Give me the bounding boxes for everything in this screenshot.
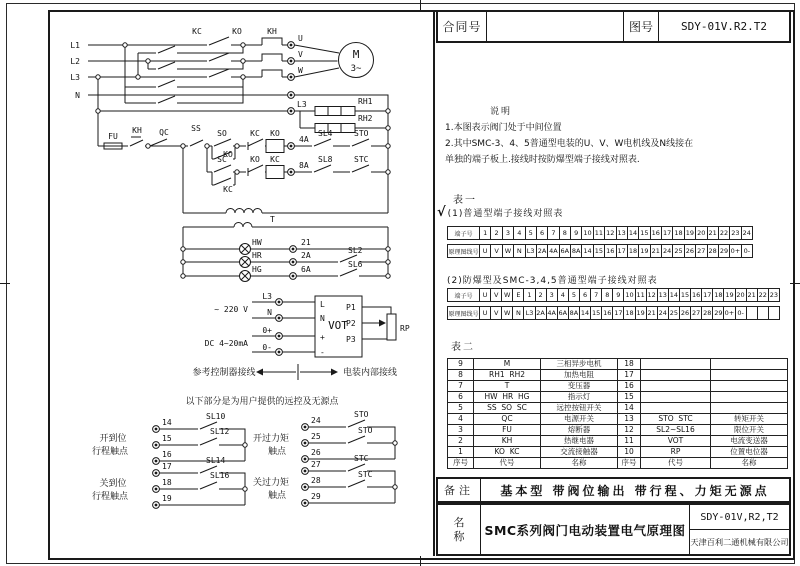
component-cell: 序号 (448, 458, 474, 469)
component-cell: 远控按钮开关 (541, 403, 618, 414)
label-8a: 8A (299, 161, 309, 170)
terminal-cell: 17 (702, 289, 713, 302)
terminal-cell: 24 (741, 227, 752, 240)
label-t18: 18 (162, 478, 172, 487)
terminal-cell: 1 (524, 289, 535, 302)
terminal-cell: 18 (673, 227, 684, 240)
label-kh: KH (267, 27, 277, 36)
component-cell: 1 (448, 447, 474, 458)
row-label: 端子号 (448, 289, 480, 302)
terminal-cell: L3 (524, 307, 535, 320)
note-line-3: 单独的端子板上.接线时按防爆型端子接线对照表. (445, 155, 640, 165)
label-close-position: 关到位 (99, 479, 127, 489)
terminal-cell: 27 (696, 245, 707, 258)
terminal-cell: 20 (696, 227, 707, 240)
terminal-cell: 13 (657, 289, 668, 302)
label-contact-open-torque: 触点 (267, 447, 287, 457)
component-cell: 转矩开关 (711, 414, 788, 425)
terminal-cell: V (491, 307, 502, 320)
terminal-cell: 21 (646, 307, 657, 320)
terminal-cell: 5 (525, 227, 536, 240)
terminal-cell: 0- (735, 307, 746, 320)
remark-label: 备注 (438, 479, 481, 501)
terminal-cell: 19 (724, 289, 735, 302)
table1-title: 表一 (453, 195, 477, 206)
label-sto-open: STO (354, 129, 369, 138)
component-cell: 电流变送器 (711, 436, 788, 447)
label-pin-l: L (320, 300, 325, 309)
label-kc: KC (192, 27, 202, 36)
drawing-number-bottom: SDY-01V,R2,T2 (690, 505, 789, 530)
drawing-title: SMC系列阀门电动装置电气原理图 (481, 505, 690, 554)
label-t27: 27 (311, 460, 321, 469)
terminal-cell: 7 (591, 289, 602, 302)
label-close-torque: 关过力矩 (252, 478, 290, 488)
label-21: 21 (301, 238, 311, 247)
label-travel-contact-open: 行程触点 (91, 447, 129, 457)
component-cell: 13 (618, 414, 641, 425)
component-cell: 8 (448, 370, 474, 381)
terminal-cell: 6 (579, 289, 590, 302)
label-w: W (298, 66, 303, 75)
terminal-cell: 12 (646, 289, 657, 302)
label-n-vot: N (267, 308, 272, 317)
component-cell: 名称 (541, 458, 618, 469)
label-t16: 16 (162, 450, 172, 459)
terminal-cell: 16 (691, 289, 702, 302)
label-hr: HR (252, 251, 262, 260)
terminal-cell: 4A (546, 307, 557, 320)
component-cell: T (474, 381, 541, 392)
label-dc-420ma: DC 4~20mA (204, 339, 248, 348)
label-pin-minus: - (320, 348, 325, 357)
component-cell: FU (474, 425, 541, 436)
label-t17: 17 (162, 462, 172, 471)
note-line-2: 2.其中SMC-3、4、5普通型电装的U、V、W电机线及N线接在 (445, 139, 694, 149)
terminal-cell: 25 (673, 245, 684, 258)
terminal-cell: 4 (514, 227, 525, 240)
component-cell: SL2~SL16 (641, 425, 711, 436)
terminal-cell: 23 (768, 289, 779, 302)
label-open-position: 开到位 (99, 434, 127, 444)
transformer (183, 146, 388, 276)
table1-sub2: (2)防爆型及SMC-3,4,5普通型端子接线对照表 (447, 276, 658, 286)
control-circuit (98, 137, 388, 185)
component-cell: 4 (448, 414, 474, 425)
terminal-cell: 18 (713, 289, 724, 302)
label-stc-close: STC (354, 155, 369, 164)
label-t: T (270, 215, 275, 224)
component-cell: 18 (618, 359, 641, 370)
terminal-cell: 22 (757, 289, 768, 302)
terminal-cell: 13 (616, 227, 627, 240)
component-cell: 6 (448, 392, 474, 403)
component-cell: 9 (448, 359, 474, 370)
terminal-cell: U (480, 307, 491, 320)
component-cell: 变压器 (541, 381, 618, 392)
label-user-note: 以下部分是为用户提供的远控及无源点 (185, 397, 339, 407)
terminal-cell: 6A (559, 245, 570, 258)
label-vot: VOT (328, 319, 348, 332)
terminal-cell: 16 (605, 245, 616, 258)
label-travel-contact-close: 行程触点 (91, 492, 129, 502)
terminal-cell: 0- (741, 245, 752, 258)
component-cell: 代号 (474, 458, 541, 469)
terminal-cell: 22 (718, 227, 729, 240)
terminal-cell: 26 (684, 245, 695, 258)
terminal-cell: 14 (582, 245, 593, 258)
component-cell: 17 (618, 370, 641, 381)
terminal-cell: 18 (624, 307, 635, 320)
terminal-cell: 27 (691, 307, 702, 320)
checkmark-icon: √ (437, 205, 447, 220)
label-sto-contact-2: STO (358, 426, 373, 435)
component-cell: M (474, 359, 541, 370)
label-rh2: RH2 (358, 114, 373, 123)
label-kc-interlock: KC (250, 129, 260, 138)
component-cell: 位置电位器 (711, 447, 788, 458)
label-sl4: SL4 (318, 129, 333, 138)
label-motor: M (352, 48, 360, 61)
component-cell: 交流接触器 (541, 447, 618, 458)
label-sl16: SL16 (210, 471, 230, 480)
label-sl2: SL2 (348, 246, 363, 255)
label-t25: 25 (311, 432, 321, 441)
terminal-cell: 16 (650, 227, 661, 240)
row-label: 原理图线号 (448, 245, 480, 258)
terminal-cell: 8A (568, 307, 579, 320)
component-cell: RP (641, 447, 711, 458)
name-label-top: 名 (453, 515, 465, 529)
terminal-cell: 21 (650, 245, 661, 258)
label-6a: 6A (301, 265, 311, 274)
label-l3: L3 (70, 73, 80, 82)
label-ss: SS (191, 124, 201, 133)
label-l2: L2 (70, 57, 80, 66)
terminal-cell: 28 (707, 245, 718, 258)
notes-title: 说明 (490, 107, 513, 117)
label-sl8: SL8 (318, 155, 333, 164)
label-sl10: SL10 (206, 412, 226, 421)
terminal-cell: 11 (635, 289, 646, 302)
terminal-cell: 3 (502, 227, 513, 240)
terminal-cell: 19 (684, 227, 695, 240)
terminal-cell: 21 (746, 289, 757, 302)
label-rp: RP (400, 324, 410, 333)
terminal-cell: W (502, 289, 513, 302)
label-sl6: SL6 (348, 260, 363, 269)
terminal-cell: 17 (613, 307, 624, 320)
label-contact-close-torque: 触点 (267, 491, 287, 501)
terminal-cell: N (514, 245, 525, 258)
terminal-cell: 0+ (730, 245, 741, 258)
terminal-cell: 2 (535, 289, 546, 302)
label-u: U (298, 34, 303, 43)
label-stc-contact-1: STC (354, 454, 369, 463)
component-cell: HW HR HG (474, 392, 541, 403)
drawing-number: SDY-01V.R2.T2 (680, 20, 768, 33)
component-cell: 2 (448, 436, 474, 447)
terminal-cell: 2A (536, 245, 547, 258)
terminal-cell: L3 (525, 245, 536, 258)
component-cell: 序号 (618, 458, 641, 469)
label-l3-heater: L3 (297, 100, 307, 109)
row-label: 端子号 (448, 227, 480, 240)
component-cell: 12 (618, 425, 641, 436)
label-t24: 24 (311, 416, 321, 425)
terminal-cell: 6A (557, 307, 568, 320)
component-cell: 3 (448, 425, 474, 436)
name-label-bottom: 称 (453, 529, 465, 543)
terminal-cell: 15 (593, 245, 604, 258)
terminal-cell: 24 (657, 307, 668, 320)
company-name: 天津百利二通机械有限公司 (690, 536, 789, 547)
terminal-cell: 14 (579, 307, 590, 320)
terminal-cell: 24 (662, 245, 673, 258)
label-rh1: RH1 (358, 97, 373, 106)
terminal-cell: 4A (548, 245, 559, 258)
terminal-cell: 10 (582, 227, 593, 240)
component-cell: 10 (618, 447, 641, 458)
terminal-cell: 8A (571, 245, 582, 258)
terminal-cell: 28 (702, 307, 713, 320)
terminal-cell: 7 (548, 227, 559, 240)
component-cell: 电源开关 (541, 414, 618, 425)
label-t26: 26 (311, 448, 321, 457)
terminal-cell: 17 (662, 227, 673, 240)
table1-sub1-text: (1)普通型端子接线对照表 (447, 209, 564, 219)
label-ko-interlock: KO (250, 155, 260, 164)
component-cell: 熔断器 (541, 425, 618, 436)
label-sl14: SL14 (206, 456, 226, 465)
label-l3-vot: L3 (262, 292, 272, 301)
terminal-cell: 2 (491, 227, 502, 240)
boundary-annotation (256, 364, 338, 380)
terminal-cell: 1 (480, 227, 491, 240)
label-kh-contact: KH (132, 126, 142, 135)
row-label: 原理图线号 (448, 307, 480, 320)
label-motor-phase: 3~ (350, 64, 362, 74)
label-pin-plus: + (320, 333, 325, 342)
terminal-cell: 0+ (724, 307, 735, 320)
drawing-no-label: 图号 (624, 12, 659, 41)
label-t28: 28 (311, 476, 321, 485)
component-cell: 限位开关 (711, 425, 788, 436)
terminal-cell: 25 (668, 307, 679, 320)
terminal-cell: 18 (627, 245, 638, 258)
contract-label: 合同号 (438, 12, 487, 41)
component-cell: 5 (448, 403, 474, 414)
table2-title: 表二 (451, 342, 475, 353)
component-cell: QC (474, 414, 541, 425)
label-2a: 2A (301, 251, 311, 260)
component-cell: 名称 (711, 458, 788, 469)
terminal-cell: 15 (639, 227, 650, 240)
label-open-torque: 开过力矩 (252, 434, 290, 444)
label-sc: SC (217, 155, 227, 164)
label-p3: P3 (346, 335, 356, 344)
terminal-cell: 12 (605, 227, 616, 240)
label-kc-coil: KC (270, 155, 280, 164)
label-t14: 14 (162, 418, 172, 427)
terminal-cell: 29 (713, 307, 724, 320)
component-cell: 11 (618, 436, 641, 447)
terminal-cell: 20 (735, 289, 746, 302)
component-cell: 三相异步电机 (541, 359, 618, 370)
label-ko-coil: KO (270, 129, 280, 138)
label-qc: QC (159, 128, 169, 137)
terminal-cell: 16 (602, 307, 613, 320)
terminal-cell: 19 (635, 307, 646, 320)
component-cell: 热继电器 (541, 436, 618, 447)
terminal-cell: 29 (718, 245, 729, 258)
label-p2: P2 (346, 319, 356, 328)
terminal-cell: U (480, 245, 491, 258)
terminal-cell: 15 (591, 307, 602, 320)
label-l1: L1 (70, 41, 80, 50)
terminal-cell: W (502, 245, 513, 258)
terminal-cell: 26 (679, 307, 690, 320)
terminal-cell: 6 (536, 227, 547, 240)
label-ko-seal: KO (223, 150, 233, 159)
component-cell: VOT (641, 436, 711, 447)
terminal-cell: 2A (535, 307, 546, 320)
terminal-cell: N (513, 307, 524, 320)
terminal-cell: 8 (602, 289, 613, 302)
terminal-cell: 14 (668, 289, 679, 302)
label-stc-contact-2: STC (358, 470, 373, 479)
terminal-cell: 10 (624, 289, 635, 302)
label-0plus: 0+ (262, 326, 272, 335)
terminal-cell: 5 (568, 289, 579, 302)
label-sl12: SL12 (210, 427, 230, 436)
terminal-cell: 14 (627, 227, 638, 240)
component-cell: 14 (618, 403, 641, 414)
terminal-cell: 11 (593, 227, 604, 240)
terminal-cell: V (491, 289, 502, 302)
label-ref-controller-wiring: 参考控制器接线 (192, 368, 256, 378)
note-line-1: 1.本图表示阀门处于中间位置 (445, 123, 562, 133)
terminal-cell: 17 (616, 245, 627, 258)
label-hg: HG (252, 265, 262, 274)
label-t15: 15 (162, 434, 172, 443)
terminal-cell: U (480, 289, 491, 302)
terminal-cell: 23 (730, 227, 741, 240)
component-cell: 指示灯 (541, 392, 618, 403)
component-cell: SS SO SC (474, 403, 541, 414)
label-p1: P1 (346, 303, 356, 312)
label-v: V (298, 50, 303, 59)
component-cell: 15 (618, 392, 641, 403)
power-circuit (88, 37, 374, 103)
label-fu: FU (108, 132, 118, 141)
label-so: SO (217, 129, 227, 138)
terminal-cell: 19 (639, 245, 650, 258)
label-hw: HW (252, 238, 262, 247)
label-internal-wiring: 电装内部接线 (342, 368, 398, 378)
component-cell: 代号 (641, 458, 711, 469)
terminal-cell: W (502, 307, 513, 320)
terminal-cell: 21 (707, 227, 718, 240)
terminal-cell: 9 (571, 227, 582, 240)
label-220v: ~ 220 V (214, 305, 248, 314)
component-cell: KH (474, 436, 541, 447)
label-n: N (75, 91, 80, 100)
label-t29: 29 (311, 492, 321, 501)
label-sto-contact-1: STO (354, 410, 369, 419)
terminal-cell: V (491, 245, 502, 258)
terminal-cell: 4 (557, 289, 568, 302)
label-0minus: 0- (262, 343, 272, 352)
label-t19: 19 (162, 494, 172, 503)
label-ko: KO (232, 27, 242, 36)
component-cell: RH1 RH2 (474, 370, 541, 381)
remark-text: 基本型 带阀位输出 带行程、力矩无源点 (500, 483, 770, 498)
label-4a: 4A (299, 135, 309, 144)
terminal-cell: 15 (679, 289, 690, 302)
terminal-cell: 8 (559, 227, 570, 240)
terminal-cell: E (513, 289, 524, 302)
label-pin-n: N (320, 314, 325, 323)
terminal-cell: 3 (546, 289, 557, 302)
terminal-cell: 9 (613, 289, 624, 302)
label-kc-seal: KC (223, 185, 233, 194)
component-cell: KO KC (474, 447, 541, 458)
component-cell: 16 (618, 381, 641, 392)
component-cell: 加热电阻 (541, 370, 618, 381)
component-cell: 7 (448, 381, 474, 392)
component-cell: STO STC (641, 414, 711, 425)
